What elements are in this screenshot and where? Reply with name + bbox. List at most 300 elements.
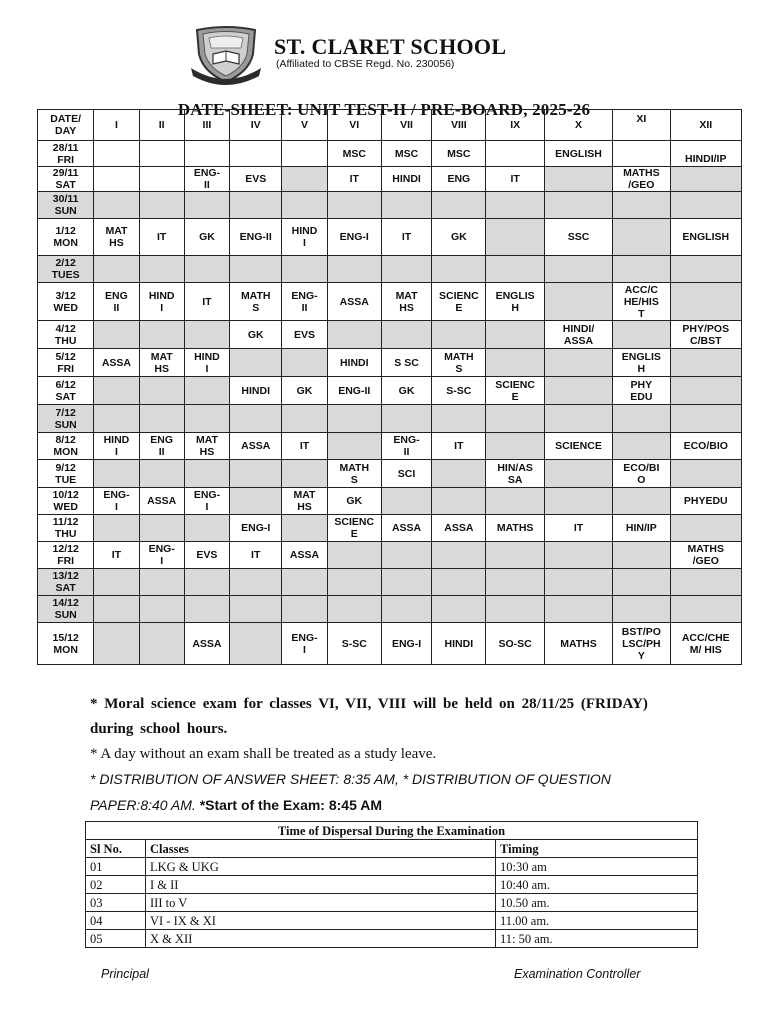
dispersal-header-cell: Timing xyxy=(496,840,698,858)
controller-signature-label: Examination Controller xyxy=(514,967,641,981)
exam-cell xyxy=(282,167,327,192)
table-row xyxy=(38,433,742,460)
dispersal-cell: 05 xyxy=(86,930,146,948)
exam-cell xyxy=(327,433,381,460)
exam-cell xyxy=(544,405,612,433)
exam-cell: GK xyxy=(381,377,431,405)
exam-cell xyxy=(670,460,742,488)
exam-cell xyxy=(230,460,282,488)
dispersal-cell: 11: 50 am. xyxy=(496,930,698,948)
exam-cell xyxy=(670,515,742,542)
exam-cell xyxy=(282,405,327,433)
exam-cell: IT xyxy=(282,433,327,460)
dispersal-cell: X & XII xyxy=(146,930,496,948)
exam-cell xyxy=(670,596,742,623)
exam-cell xyxy=(139,596,184,623)
exam-cell xyxy=(670,569,742,596)
exam-cell xyxy=(139,256,184,283)
exam-cell xyxy=(544,488,612,515)
page-title: DATE-SHEET: UNIT TEST-II / PRE-BOARD, 2025-26 xyxy=(177,100,591,119)
exam-cell: ENG- II xyxy=(184,167,229,192)
exam-cell xyxy=(613,569,670,596)
exam-cell xyxy=(486,141,544,167)
exam-cell xyxy=(486,542,544,569)
exam-cell: ENG-I xyxy=(230,515,282,542)
exam-cell xyxy=(230,488,282,515)
table-row xyxy=(38,167,742,192)
row-date: 14/12 SUN xyxy=(38,596,94,623)
exam-cell: MATHS xyxy=(486,515,544,542)
school-crest-icon xyxy=(187,24,265,86)
exam-cell xyxy=(327,405,381,433)
exam-cell xyxy=(432,460,486,488)
dispersal-row xyxy=(86,894,698,912)
dispersal-row xyxy=(86,930,698,948)
exam-cell xyxy=(613,488,670,515)
exam-cell xyxy=(139,623,184,665)
exam-cell xyxy=(184,569,229,596)
dispersal-cell: VI - IX & XI xyxy=(146,912,496,930)
exam-cell xyxy=(184,192,229,219)
exam-cell: ENG-II xyxy=(230,219,282,256)
exam-cell: MAT HS xyxy=(381,283,431,321)
exam-cell xyxy=(670,405,742,433)
exam-cell xyxy=(327,542,381,569)
exam-cell: IT xyxy=(94,542,139,569)
dispersal-cell: 10:40 am. xyxy=(496,876,698,894)
dispersal-cell: 11.00 am. xyxy=(496,912,698,930)
exam-cell: ENG-II xyxy=(327,377,381,405)
exam-cell xyxy=(486,192,544,219)
exam-cell: MAT HS xyxy=(184,433,229,460)
exam-cell: EVS xyxy=(230,167,282,192)
exam-cell: ENG- I xyxy=(139,542,184,569)
exam-cell xyxy=(327,321,381,349)
table-row xyxy=(38,542,742,569)
exam-cell xyxy=(486,321,544,349)
exam-cell xyxy=(94,256,139,283)
exam-cell xyxy=(282,192,327,219)
row-date: 9/12 TUE xyxy=(38,460,94,488)
dispersal-row xyxy=(86,876,698,894)
exam-cell xyxy=(94,460,139,488)
dispersal-cell: I & II xyxy=(146,876,496,894)
note-moral-science: * Moral science exam for classes VI, VII, VIII will be held on 28/11/25 (FRIDAY) during school hours. xyxy=(90,696,648,737)
exam-cell xyxy=(230,256,282,283)
exam-cell xyxy=(544,283,612,321)
exam-cell xyxy=(230,405,282,433)
exam-cell: IT xyxy=(184,283,229,321)
date-sheet-table xyxy=(37,109,742,665)
exam-cell xyxy=(94,167,139,192)
table-row xyxy=(38,488,742,515)
exam-cell: ASSA xyxy=(230,433,282,460)
exam-cell: ENGLISH xyxy=(544,141,612,167)
exam-cell xyxy=(94,141,139,167)
exam-cell xyxy=(184,405,229,433)
exam-cell: IT xyxy=(486,167,544,192)
exam-cell xyxy=(282,256,327,283)
dispersal-cell: 10.50 am. xyxy=(496,894,698,912)
exam-cell xyxy=(381,488,431,515)
exam-cell: HIN/AS SA xyxy=(486,460,544,488)
exam-cell xyxy=(184,460,229,488)
row-date: 6/12 SAT xyxy=(38,377,94,405)
exam-cell: MAT HS xyxy=(139,349,184,377)
school-name: ST. CLARET SCHOOL xyxy=(274,34,507,59)
exam-cell xyxy=(381,569,431,596)
exam-cell: HINDI/ ASSA xyxy=(544,321,612,349)
exam-cell: IT xyxy=(230,542,282,569)
exam-cell: HINDI xyxy=(327,349,381,377)
exam-cell xyxy=(94,515,139,542)
exam-cell: GK xyxy=(432,219,486,256)
exam-cell xyxy=(486,256,544,283)
exam-cell: ENG xyxy=(432,167,486,192)
exam-cell: HINDI/IP xyxy=(670,141,742,167)
exam-cell xyxy=(432,596,486,623)
exam-cell: ENG II xyxy=(94,283,139,321)
row-date: 1/12 MON xyxy=(38,219,94,256)
exam-cell xyxy=(94,405,139,433)
exam-cell: HINDI xyxy=(432,623,486,665)
exam-cell xyxy=(486,488,544,515)
exam-cell xyxy=(613,542,670,569)
column-header-class: VII xyxy=(381,110,431,141)
exam-cell xyxy=(327,596,381,623)
exam-cell xyxy=(139,405,184,433)
exam-cell xyxy=(432,405,486,433)
exam-cell: IT xyxy=(327,167,381,192)
exam-cell: MATHS xyxy=(544,623,612,665)
exam-cell: ENG-I xyxy=(327,219,381,256)
exam-cell: ENG- I xyxy=(94,488,139,515)
table-row xyxy=(38,283,742,321)
exam-cell xyxy=(327,569,381,596)
exam-cell xyxy=(544,256,612,283)
exam-cell: IT xyxy=(432,433,486,460)
exam-cell xyxy=(184,377,229,405)
exam-cell xyxy=(670,377,742,405)
row-date: 12/12 FRI xyxy=(38,542,94,569)
exam-cell xyxy=(670,283,742,321)
exam-cell: ASSA xyxy=(184,623,229,665)
exam-cell: SCIENC E xyxy=(327,515,381,542)
exam-cell xyxy=(544,596,612,623)
exam-cell xyxy=(139,515,184,542)
exam-cell: ENGLIS H xyxy=(486,283,544,321)
exam-cell: MAT HS xyxy=(282,488,327,515)
exam-cell xyxy=(432,542,486,569)
exam-cell: MATH S xyxy=(327,460,381,488)
exam-cell xyxy=(230,141,282,167)
row-date: 29/11 SAT xyxy=(38,167,94,192)
exam-cell: ENGLIS H xyxy=(613,349,670,377)
exam-cell: ENG II xyxy=(139,433,184,460)
note-timings xyxy=(90,766,690,818)
column-header-class: VI xyxy=(327,110,381,141)
exam-cell xyxy=(184,596,229,623)
exam-cell: PHYEDU xyxy=(670,488,742,515)
row-date: 15/12 MON xyxy=(38,623,94,665)
exam-cell xyxy=(432,256,486,283)
exam-cell xyxy=(486,405,544,433)
exam-cell: HINDI xyxy=(230,377,282,405)
exam-cell xyxy=(139,167,184,192)
exam-cell: MSC xyxy=(381,141,431,167)
exam-cell: ENG- I xyxy=(282,623,327,665)
exam-cell: IT xyxy=(139,219,184,256)
column-header-class: XI xyxy=(613,110,670,141)
table-row xyxy=(38,405,742,433)
exam-cell xyxy=(432,321,486,349)
exam-cell: HIND I xyxy=(184,349,229,377)
exam-cell xyxy=(486,349,544,377)
exam-cell: SCIENC E xyxy=(432,283,486,321)
exam-cell xyxy=(230,192,282,219)
exam-cell: EVS xyxy=(184,542,229,569)
exam-cell xyxy=(432,192,486,219)
exam-cell xyxy=(670,256,742,283)
column-header-class: III xyxy=(184,110,229,141)
exam-cell: SCIENC E xyxy=(486,377,544,405)
exam-cell xyxy=(184,321,229,349)
exam-cell xyxy=(139,460,184,488)
exam-cell xyxy=(613,405,670,433)
exam-cell xyxy=(544,192,612,219)
exam-cell xyxy=(139,377,184,405)
exam-cell xyxy=(94,623,139,665)
exam-cell xyxy=(184,256,229,283)
table-row xyxy=(38,349,742,377)
exam-cell xyxy=(432,488,486,515)
exam-cell: ECO/BIO xyxy=(670,433,742,460)
row-date: 30/11 SUN xyxy=(38,192,94,219)
table-row xyxy=(38,377,742,405)
exam-cell: ASSA xyxy=(327,283,381,321)
exam-cell xyxy=(670,167,742,192)
exam-cell xyxy=(282,141,327,167)
exam-cell xyxy=(230,569,282,596)
exam-cell xyxy=(381,542,431,569)
dispersal-caption: Time of Dispersal During the Examination xyxy=(86,822,698,840)
exam-cell: S-SC xyxy=(327,623,381,665)
exam-cell xyxy=(184,141,229,167)
dispersal-header-row xyxy=(86,840,698,858)
exam-cell: SCIENCE xyxy=(544,433,612,460)
exam-cell: EVS xyxy=(282,321,327,349)
exam-cell xyxy=(94,377,139,405)
exam-cell xyxy=(381,256,431,283)
row-date: 3/12 WED xyxy=(38,283,94,321)
exam-cell: HIN/IP xyxy=(613,515,670,542)
exam-cell: ENG- II xyxy=(282,283,327,321)
exam-cell xyxy=(139,192,184,219)
note-distribution: * DISTRIBUTION OF ANSWER SHEET: 8:35 AM, * DISTRIBUTION OF QUESTION PAPER:8:40 AM. xyxy=(90,771,611,813)
dispersal-cell: III to V xyxy=(146,894,496,912)
exam-cell: MATHS /GEO xyxy=(670,542,742,569)
exam-cell xyxy=(282,515,327,542)
exam-cell xyxy=(381,405,431,433)
notes xyxy=(90,692,690,818)
exam-cell: SO-SC xyxy=(486,623,544,665)
dispersal-cell: 03 xyxy=(86,894,146,912)
table-row xyxy=(38,515,742,542)
exam-cell: IT xyxy=(544,515,612,542)
exam-cell: PHY/POS C/BST xyxy=(670,321,742,349)
note-exam-start: *Start of the Exam: 8:45 AM xyxy=(199,797,383,813)
exam-cell xyxy=(381,596,431,623)
exam-cell xyxy=(282,596,327,623)
exam-cell xyxy=(613,192,670,219)
row-date: 10/12 WED xyxy=(38,488,94,515)
exam-cell xyxy=(139,321,184,349)
column-header-class: IX xyxy=(486,110,544,141)
exam-cell xyxy=(282,569,327,596)
row-date: 8/12 MON xyxy=(38,433,94,460)
dispersal-table xyxy=(85,821,698,948)
table-row xyxy=(38,596,742,623)
exam-cell: BST/PO LSC/PH Y xyxy=(613,623,670,665)
row-date: 11/12 THU xyxy=(38,515,94,542)
exam-cell xyxy=(670,349,742,377)
exam-cell: GK xyxy=(327,488,381,515)
exam-cell: HIND I xyxy=(139,283,184,321)
exam-cell: ACC/C HE/HIS T xyxy=(613,283,670,321)
row-date: 2/12 TUES xyxy=(38,256,94,283)
exam-cell: ENG-I xyxy=(381,623,431,665)
exam-cell xyxy=(613,321,670,349)
dispersal-cell: LKG & UKG xyxy=(146,858,496,876)
affiliation-text: (Affiliated to CBSE Regd. No. 230056) xyxy=(276,58,455,70)
note-study-leave: * A day without an exam shall be treated as a study leave. xyxy=(90,746,437,762)
column-header-class: X xyxy=(544,110,612,141)
exam-cell xyxy=(486,433,544,460)
table-row xyxy=(38,256,742,283)
dispersal-cell: 01 xyxy=(86,858,146,876)
exam-cell: ENGLISH xyxy=(670,219,742,256)
exam-cell: SSC xyxy=(544,219,612,256)
exam-cell xyxy=(613,256,670,283)
exam-cell xyxy=(613,219,670,256)
dispersal-row xyxy=(86,858,698,876)
exam-cell: ASSA xyxy=(282,542,327,569)
exam-cell xyxy=(432,569,486,596)
column-header-class: VIII xyxy=(432,110,486,141)
exam-cell xyxy=(327,256,381,283)
principal-signature-label: Principal xyxy=(101,967,149,981)
exam-cell xyxy=(544,349,612,377)
exam-cell: GK xyxy=(282,377,327,405)
exam-cell: ENG- II xyxy=(381,433,431,460)
exam-cell: HIND I xyxy=(94,433,139,460)
column-header-class: II xyxy=(139,110,184,141)
exam-cell xyxy=(486,596,544,623)
exam-cell xyxy=(544,542,612,569)
exam-cell: ACC/CHE M/ HIS xyxy=(670,623,742,665)
exam-cell xyxy=(94,596,139,623)
table-row xyxy=(38,321,742,349)
dispersal-header-cell: Classes xyxy=(146,840,496,858)
exam-cell xyxy=(486,219,544,256)
exam-cell: MATHS /GEO xyxy=(613,167,670,192)
table-row xyxy=(38,192,742,219)
exam-cell xyxy=(139,141,184,167)
exam-cell xyxy=(94,569,139,596)
column-header-class: I xyxy=(94,110,139,141)
exam-cell: S-SC xyxy=(432,377,486,405)
exam-cell: HIND I xyxy=(282,219,327,256)
row-date: 28/11 FRI xyxy=(38,141,94,167)
exam-cell xyxy=(544,167,612,192)
exam-cell xyxy=(184,515,229,542)
exam-cell xyxy=(486,569,544,596)
exam-cell xyxy=(613,141,670,167)
exam-cell xyxy=(230,596,282,623)
column-header-date: DATE/ DAY xyxy=(38,110,94,141)
dispersal-cell: 02 xyxy=(86,876,146,894)
exam-cell xyxy=(327,192,381,219)
exam-cell xyxy=(544,569,612,596)
table-row xyxy=(38,623,742,665)
exam-cell: MATH S xyxy=(432,349,486,377)
exam-cell: SCI xyxy=(381,460,431,488)
exam-cell: MSC xyxy=(432,141,486,167)
exam-cell xyxy=(282,349,327,377)
column-header-class: IV xyxy=(230,110,282,141)
exam-cell xyxy=(230,349,282,377)
exam-cell: GK xyxy=(230,321,282,349)
exam-cell: ENG- I xyxy=(184,488,229,515)
table-row xyxy=(38,460,742,488)
exam-cell xyxy=(381,321,431,349)
column-header-class: V xyxy=(282,110,327,141)
exam-cell: ASSA xyxy=(94,349,139,377)
dispersal-row xyxy=(86,912,698,930)
exam-cell xyxy=(139,569,184,596)
table-row xyxy=(38,569,742,596)
exam-cell xyxy=(94,321,139,349)
exam-cell: MAT HS xyxy=(94,219,139,256)
row-date: 4/12 THU xyxy=(38,321,94,349)
dispersal-cell: 10:30 am xyxy=(496,858,698,876)
exam-cell xyxy=(381,192,431,219)
dispersal-cell: 04 xyxy=(86,912,146,930)
exam-cell: S SC xyxy=(381,349,431,377)
row-date: 5/12 FRI xyxy=(38,349,94,377)
exam-cell: MATH S xyxy=(230,283,282,321)
exam-cell xyxy=(544,460,612,488)
exam-cell xyxy=(613,596,670,623)
row-date: 13/12 SAT xyxy=(38,569,94,596)
date-sheet-header-row xyxy=(38,110,742,141)
exam-cell: ASSA xyxy=(139,488,184,515)
table-row xyxy=(38,219,742,256)
exam-cell: PHY EDU xyxy=(613,377,670,405)
exam-cell: GK xyxy=(184,219,229,256)
exam-cell xyxy=(613,433,670,460)
exam-cell xyxy=(282,460,327,488)
exam-cell: ASSA xyxy=(381,515,431,542)
exam-cell xyxy=(94,192,139,219)
exam-cell: IT xyxy=(381,219,431,256)
exam-cell: MSC xyxy=(327,141,381,167)
exam-cell: HINDI xyxy=(381,167,431,192)
exam-cell: ECO/BI O xyxy=(613,460,670,488)
exam-cell xyxy=(670,192,742,219)
exam-cell xyxy=(230,623,282,665)
column-header-class: XII xyxy=(670,110,742,141)
